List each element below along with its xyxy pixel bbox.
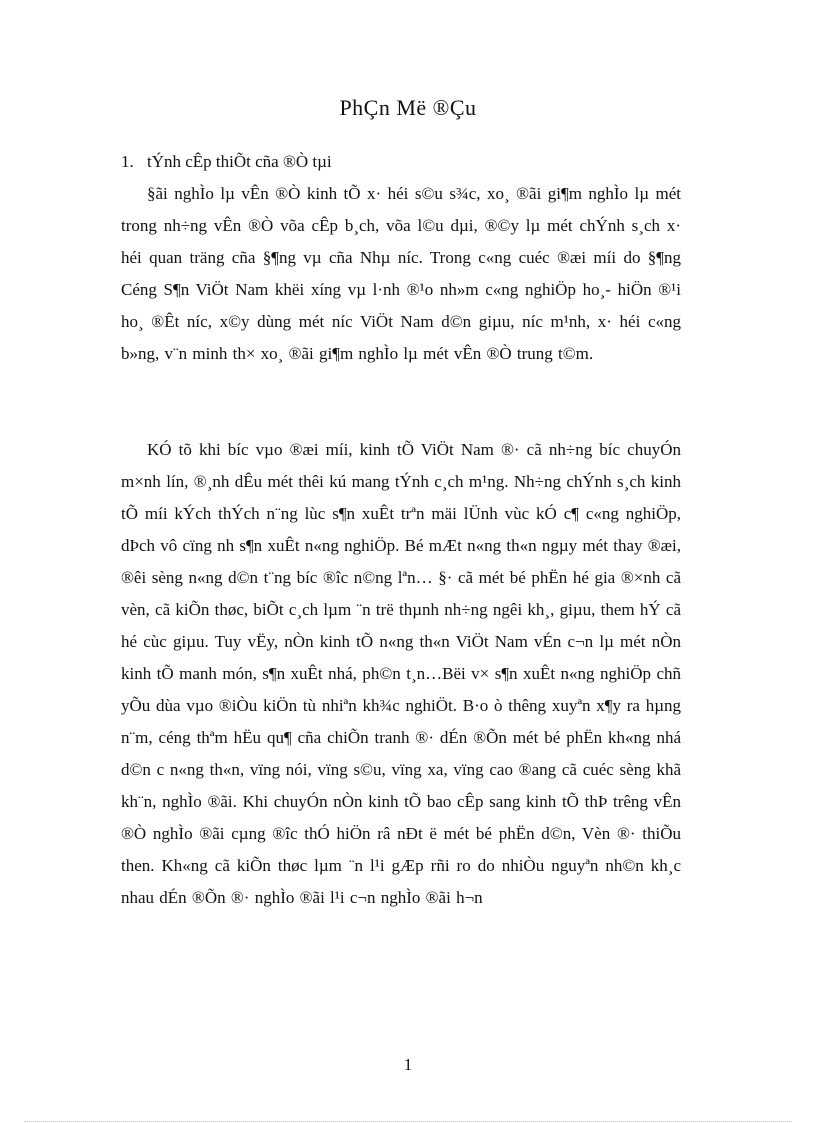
paragraph-2: KÓ tõ khi bíc vµo ®æi míi, kinh tÕ ViÖt Nam ®· cã nh÷ng bíc chuyÓn m×nh lín, ®¸nh dÊu mét thêi kú mang tÝnh c¸ch m¹ng. Nh÷ng chÝnh s¸ch kinh tÕ míi kÝch thÝch n¨ng lùc s¶n xuÊt trªn mäi lÜnh vùc kÓ c¶ c«ng nghiÖp, dÞch vô cïng nh s¶n xuÊt n«ng nghiÖp. Bé mÆt n«ng th«n ngµy mét thay ®æi, ®êi sèng n«ng d©n t¨ng bíc ®îc n©ng lªn… §· cã mét bé phËn hé gia ®×nh cã vèn, cã kiÕn thøc, biÕt c¸ch lµm ¨n trë thµnh nh÷ng ngêi kh¸, giµu, them hÝ cã hé cùc giµu. Tuy vËy, nÒn kinh tÕ n«ng th«n ViÖt Nam vÉn c¬n lµ mét nÒn kinh tÕ manh món, s¶n xuÊt nhá, ph©n t¸n…Bëi v× s¶n xuÊt n«ng nghiÖp chñ yÕu dùa vµo ®iÒu kiÖn tù nhiªn kh¾c nghiÖt. B·o ò thêng xuyªn x¶y ra hµng n¨m, céng thªm hËu qu¶ cña chiÕn tranh ®· dÉn ®Õn mét bé phËn kh«ng nhá d©n c n«ng th«n, vïng nói, vïng s©u, vïng xa, vïng cao ®ang cã cuéc sèng khã kh¨n, nghÌo ®ãi. Khi chuyÓn nÒn kinh tÕ bao cÊp sang kinh tÕ thÞ trêng vÊn ®Ò nghÌo ®ãi cµng ®îc thÓ hiÖn râ nÐt ë mét bé phËn d©n, Vèn ®· thiÕu then. Kh«ng cã kiÕn thøc lµm ¨n l¹i gÆp rñi ro do nhiÒu nguyªn nh©n kh¸c nhau dÉn ®Õn ®· nghÌo ®ãi l¹i c¬n nghÌo ®ãi h¬n [121,440,681,907]
page-number: 1 [403,1055,413,1074]
section-heading-text: tÝnh cÊp thiÕt cña ®Ò tµi [147,152,332,171]
page-bottom-rule [24,1121,792,1122]
section-number: 1. [121,152,134,171]
page-title: PhÇn Më ®Çu [339,95,477,120]
paragraph-1: §ãi nghÌo lµ vÊn ®Ò kinh tÕ x· héi s©u s¾c, xo¸ ®ãi gi¶m nghÌo lµ mét trong nh÷ng vÊn ®Ò võa cÊp b¸ch, võa l©u dµi, ®©y lµ mét chÝnh s¸ch x· héi quan träng cña §¶ng vµ cña Nhµ níc. Trong c«ng cuéc ®æi míi do §¶ng Céng S¶n ViÖt Nam khëi xíng vµ l·nh ®¹o nh»m c«ng nghiÖp ho¸- hiÖn ®¹i ho¸ ®Êt níc, x©y dùng mét níc ViÖt Nam d©n giµu, níc m¹nh, x· héi c«ng b»ng, v¨n minh th× xo¸ ®ãi gi¶m nghÌo lµ mét vÊn ®Ò trung t©m. [121,184,681,363]
section-heading [121,149,332,175]
